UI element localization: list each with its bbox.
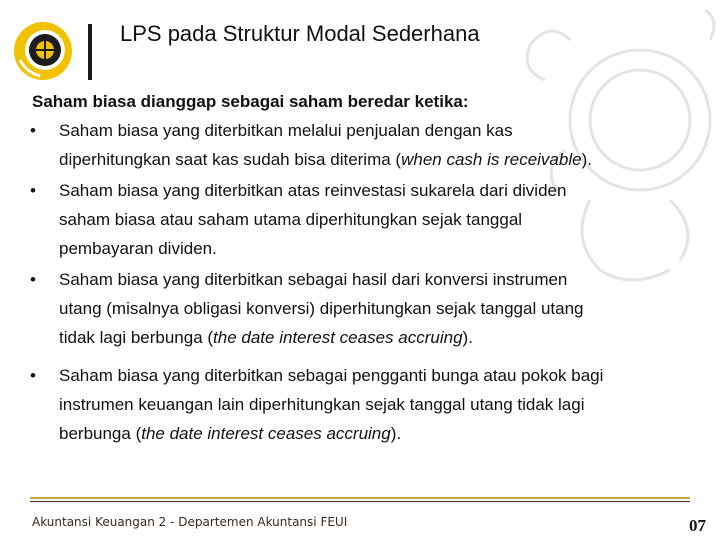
italic-term: when cash is receivable (401, 150, 582, 169)
italic-term: the date interest ceases accruing (213, 328, 463, 347)
text-run: tidak lagi berbunga ( (59, 328, 214, 347)
text-run: pembayaran dividen. (59, 239, 217, 258)
text-run: ). (581, 150, 592, 169)
bullet-marker: • (30, 181, 36, 200)
text-run: utang (misalnya obligasi konversi) diperhitungkan sejak tanggal utang (59, 299, 584, 318)
bullet-marker: • (30, 121, 36, 140)
slide-title: LPS pada Struktur Modal Sederhana (120, 21, 480, 46)
bullet-line (59, 205, 522, 234)
bullet-line (59, 323, 473, 352)
footer-text: Akuntansi Keuangan 2 - Departemen Akuntansi FEUI (32, 515, 348, 529)
italic-term: the date interest ceases accruing (141, 424, 391, 443)
bullet-line (59, 265, 567, 294)
bullet-line (59, 145, 592, 174)
text-run: Saham biasa yang diterbitkan melalui penjualan dengan kas (59, 121, 513, 140)
text-run: diperhitungkan saat kas sudah bisa diterima ( (59, 150, 402, 169)
page-number: 07 (689, 516, 706, 535)
text-run: berbunga ( (59, 424, 142, 443)
text-run: instrumen keuangan lain diperhitungkan sejak tanggal utang tidak lagi (59, 395, 585, 414)
text-run: saham biasa atau saham utama diperhitungkan sejak tanggal (59, 210, 523, 229)
bullet-line (59, 176, 566, 205)
text-run: Saham biasa yang diterbitkan sebagai hasil dari konversi instrumen (59, 270, 568, 289)
text-run: Saham biasa yang diterbitkan atas reinvestasi sukarela dari dividen (59, 181, 567, 200)
footer-rule (30, 497, 690, 499)
bullet-line (59, 234, 217, 263)
footer-rule-secondary (30, 501, 690, 502)
bullet-line (59, 419, 401, 448)
text-run: Saham biasa yang diterbitkan sebagai pengganti bunga atau pokok bagi (59, 366, 604, 385)
bullet-line (59, 294, 584, 323)
intro-text: Saham biasa dianggap sebagai saham beredar ketika: (32, 92, 469, 111)
bullet-marker: • (30, 270, 36, 289)
text-run: ). (462, 328, 473, 347)
bullet-line (59, 361, 603, 390)
bullet-marker: • (30, 366, 36, 385)
bullet-line (59, 116, 513, 145)
text-run: ). (390, 424, 402, 443)
bullet-line (59, 390, 584, 419)
